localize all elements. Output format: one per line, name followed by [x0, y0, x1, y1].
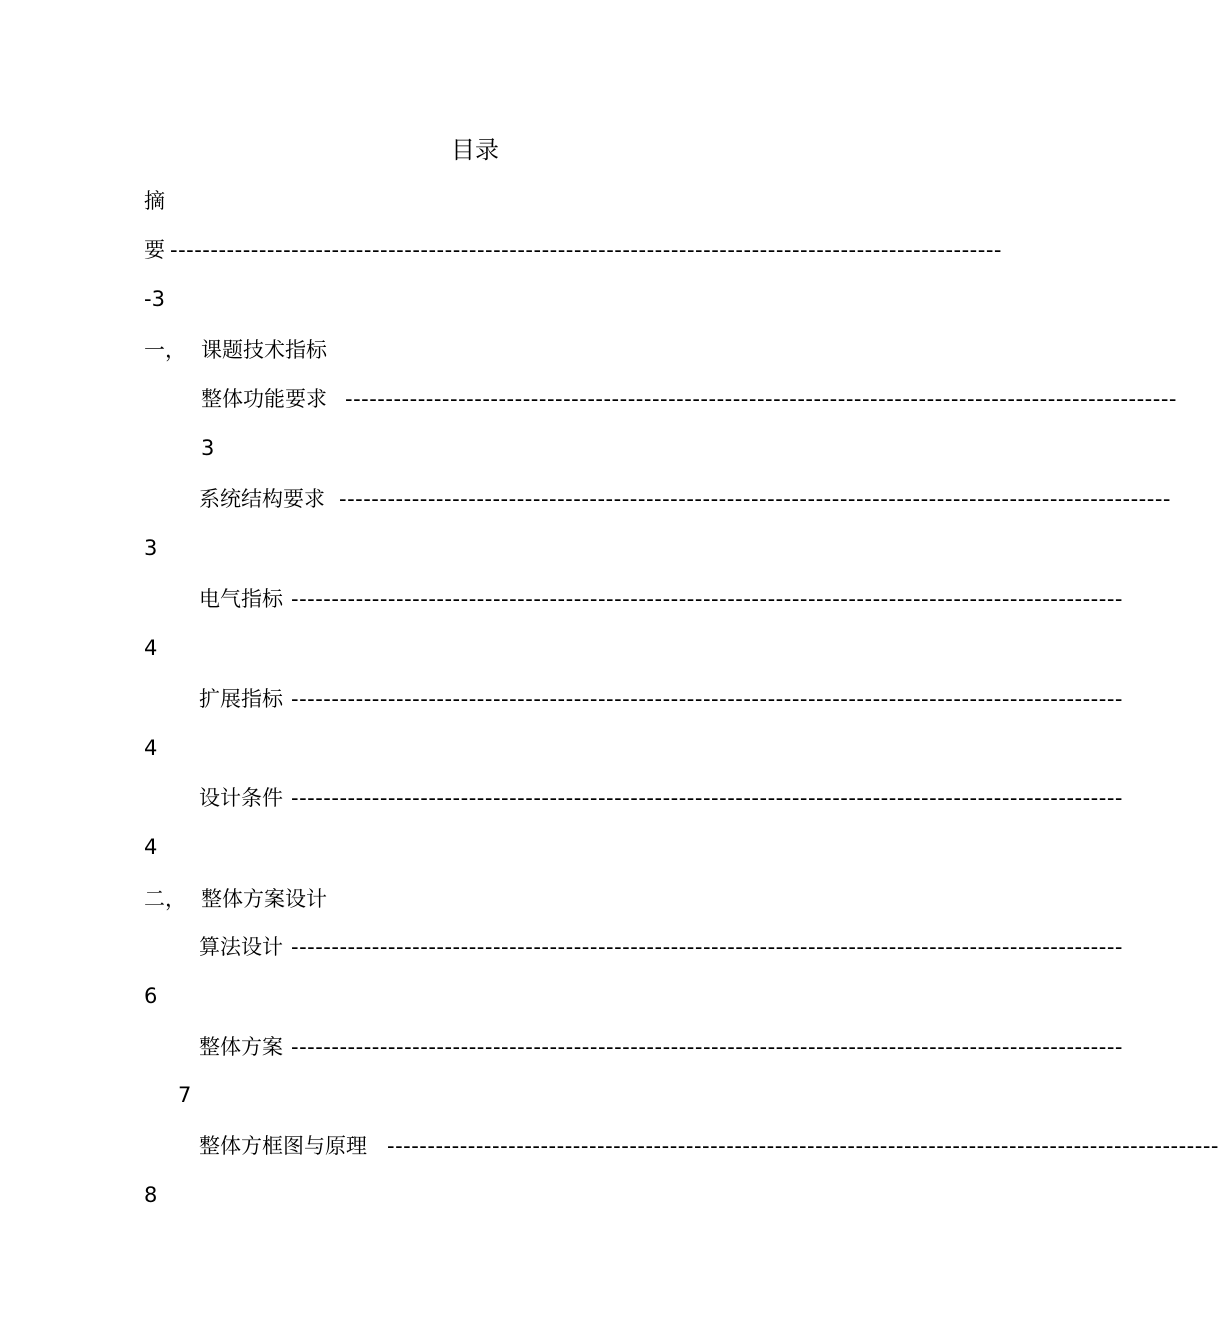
toc-item-label: 整体方框图与原理 — [199, 1134, 367, 1158]
toc-item-label: 整体方案 — [199, 1035, 283, 1059]
toc-item-label: 算法设计 — [199, 935, 283, 959]
abstract-page-number: -3 — [144, 287, 165, 311]
toc-item-label: 电气指标 — [199, 587, 283, 611]
toc-item-leader: ------------------------------------------------------------------------------------------------------- — [345, 387, 1177, 411]
toc-item-label: 扩展指标 — [199, 687, 283, 711]
toc-item-page: 4 — [144, 736, 158, 760]
abstract-leader: ------------------------------------------------------------------------------------------------------- — [170, 238, 1002, 262]
toc-item-label: 设计条件 — [199, 786, 283, 810]
toc-item-leader: ------------------------------------------------------------------------------------------------------- — [291, 587, 1123, 611]
toc-item-page: 6 — [144, 984, 158, 1008]
toc-title: 目录 — [451, 136, 499, 164]
abstract-label-char1: 摘 — [144, 189, 165, 213]
section1-mark: 一， — [144, 338, 186, 362]
toc-item-page: 3 — [201, 436, 215, 460]
toc-item-page: 8 — [144, 1183, 158, 1207]
toc-item-leader: ------------------------------------------------------------------------------------------------------- — [291, 786, 1123, 810]
toc-item-page: 7 — [178, 1083, 192, 1107]
toc-item-label: 整体功能要求 — [201, 387, 327, 411]
toc-item-leader: ------------------------------------------------------------------------------------------------------- — [387, 1134, 1219, 1158]
section2-heading: 整体方案设计 — [201, 887, 327, 911]
toc-item-label: 系统结构要求 — [199, 487, 325, 511]
toc-item-leader: ------------------------------------------------------------------------------------------------------- — [291, 935, 1123, 959]
toc-item-page: 3 — [144, 536, 158, 560]
section2-mark: 二， — [144, 887, 186, 911]
toc-item-leader: ------------------------------------------------------------------------------------------------------- — [291, 687, 1123, 711]
toc-item-page: 4 — [144, 636, 158, 660]
toc-item-page: 4 — [144, 835, 158, 859]
toc-item-leader: ------------------------------------------------------------------------------------------------------- — [291, 1035, 1123, 1059]
section1-heading: 课题技术指标 — [201, 338, 327, 362]
toc-item-leader: ------------------------------------------------------------------------------------------------------- — [339, 487, 1171, 511]
abstract-label-char2: 要 — [144, 238, 165, 262]
